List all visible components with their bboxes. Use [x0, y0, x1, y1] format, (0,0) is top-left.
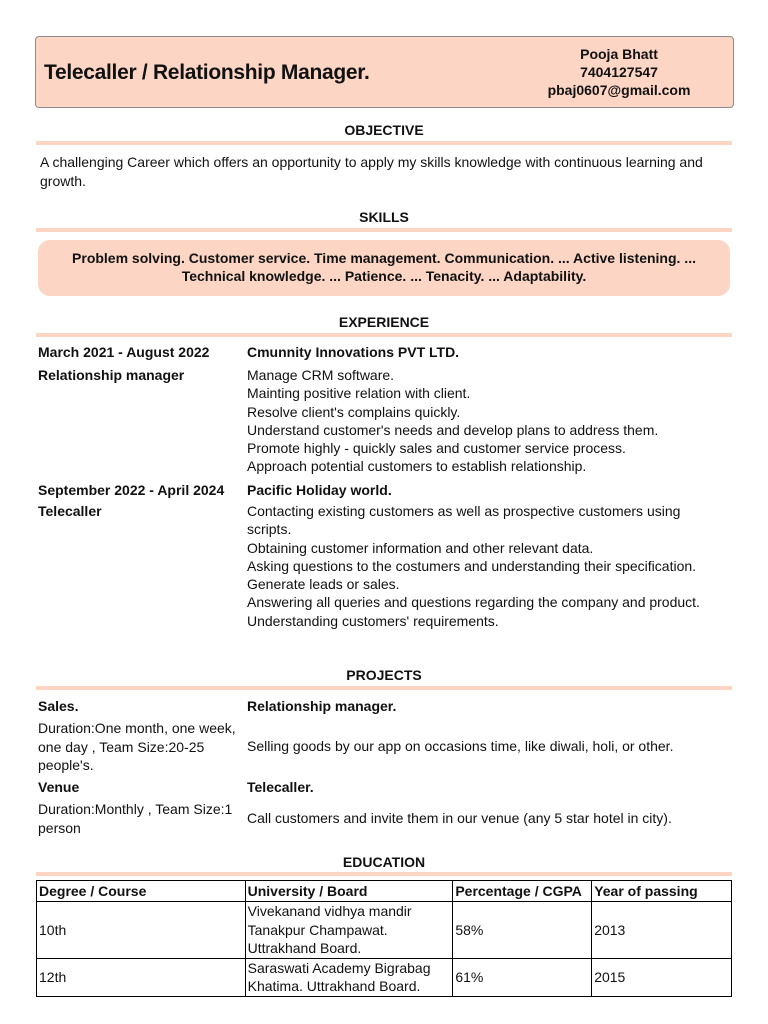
duty-item: Contacting existing customers as well as prospective customers using scripts.: [247, 503, 681, 538]
duty-item: Mainting positive relation with client.: [247, 385, 471, 402]
projects-divider: [36, 686, 732, 690]
job-title: Telecaller / Relationship Manager.: [44, 61, 370, 84]
project-2-description: Call customers and invite them in our venue (any 5 star hotel in city).: [247, 810, 672, 826]
project-1-name: Sales.: [38, 698, 79, 714]
job-2-duties: [247, 502, 727, 630]
skills-box: [38, 240, 730, 296]
education-table: [36, 880, 732, 997]
table-cell: 12th: [37, 958, 246, 996]
table-cell: Saraswati Academy Bigrabag Khatima. Uttrakhand Board.: [245, 958, 453, 996]
job-2-company: Pacific Holiday world.: [247, 482, 392, 498]
project-2-name: Venue: [38, 779, 80, 795]
project-1-role: Relationship manager.: [247, 698, 397, 714]
table-cell: 58%: [453, 902, 592, 959]
duty-item: Resolve client's complains quickly.: [247, 403, 461, 420]
duty-item: Promote highly - quickly sales and customer service process.: [247, 440, 626, 457]
experience-divider: [36, 333, 732, 337]
column-header: Percentage / CGPA: [453, 881, 592, 902]
column-header: Year of passing: [592, 881, 732, 902]
project-2-details: Duration:Monthly , Team Size:1 person: [38, 801, 233, 836]
column-header: Degree / Course: [37, 881, 246, 902]
job-1-role: Relationship manager: [38, 367, 185, 383]
skills-text: Problem solving. Customer service. Time management. Communication. ... Active listening. ... Technical knowledge. ... Patience. ... Tenacity. ... Adaptability.: [72, 250, 696, 284]
contact-block: [539, 45, 699, 99]
duty-item: Asking questions to the costumers and understanding their specification.: [247, 557, 697, 574]
job-2-role: Telecaller: [38, 503, 102, 519]
table-cell: 61%: [453, 958, 592, 996]
table-row: [37, 902, 732, 959]
table-cell: 2013: [592, 902, 732, 959]
duty-item: Manage CRM software.: [247, 367, 395, 383]
table-cell: 2015: [592, 958, 732, 996]
duty-item: Understand customer's needs and develop plans to address them.: [247, 421, 659, 438]
skills-divider: [36, 228, 732, 232]
job-2-period: September 2022 - April 2024: [38, 482, 225, 498]
education-divider: [36, 872, 732, 876]
duty-item: Obtaining customer information and other relevant data.: [247, 539, 594, 556]
job-1-duties: [247, 366, 727, 476]
table-header-row: [37, 881, 732, 902]
resume-header: [35, 36, 734, 108]
table-cell: Vivekanand vidhya mandir Tanakpur Champawat. Uttrakhand Board.: [245, 902, 453, 959]
project-1-details: Duration:One month, one week, one day , Team Size:20-25 people's.: [38, 720, 236, 773]
skills-heading: SKILLS: [359, 209, 409, 225]
column-header: University / Board: [245, 881, 453, 902]
email-address: pbaj0607@gmail.com: [547, 82, 691, 98]
job-1-period: March 2021 - August 2022: [38, 344, 210, 360]
objective-divider: [36, 141, 732, 145]
experience-heading: EXPERIENCE: [338, 314, 430, 330]
projects-heading: PROJECTS: [346, 667, 422, 683]
project-2-role: Telecaller.: [247, 779, 314, 795]
job-1-company: Cmunnity Innovations PVT LTD.: [247, 344, 460, 360]
education-heading: EDUCATION: [342, 854, 426, 870]
phone-number: 7404127547: [580, 64, 658, 80]
project-1-description: Selling goods by our app on occasions time, like diwali, holi, or other.: [247, 738, 674, 754]
duty-item: Generate leads or sales.: [247, 576, 400, 593]
table-cell: 10th: [37, 902, 246, 959]
objective-text: A challenging Career which offers an opportunity to apply my skills knowledge with continuous learning and growth.: [40, 154, 703, 189]
objective-heading: OBJECTIVE: [344, 122, 424, 138]
duty-item: Approach potential customers to establish relationship.: [247, 458, 587, 475]
table-row: [37, 958, 732, 996]
duty-item: Answering all queries and questions regarding the company and product. Understanding customers' requirements.: [247, 594, 700, 629]
candidate-name: Pooja Bhatt: [580, 46, 658, 62]
